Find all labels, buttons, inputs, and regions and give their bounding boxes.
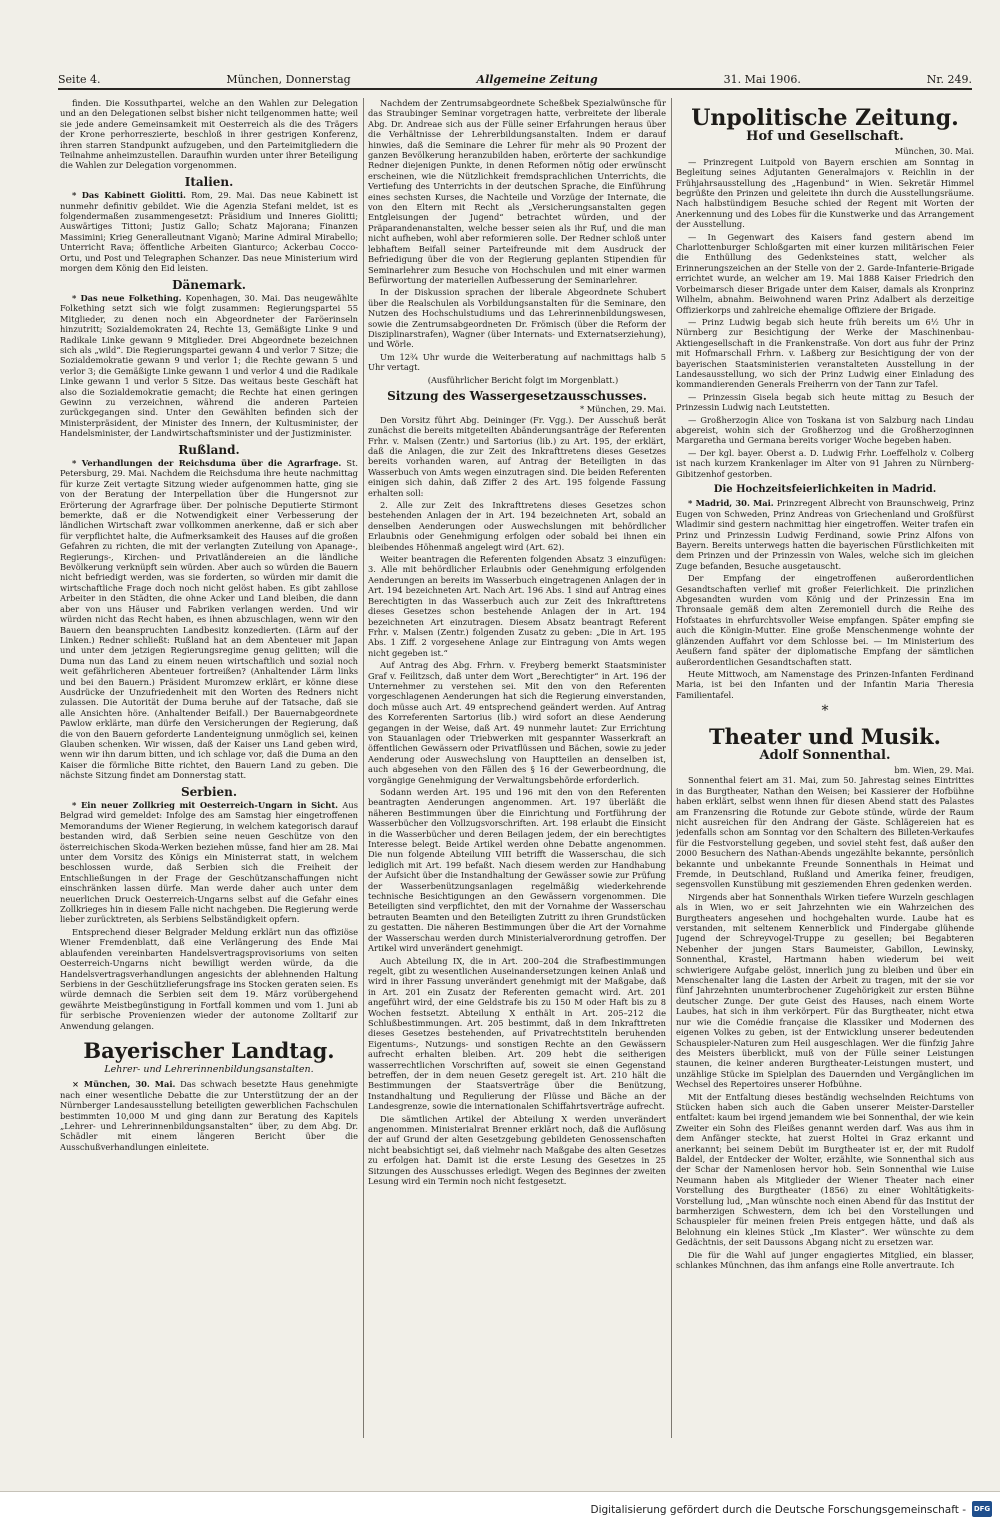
hof-item-2: — In Gegenwart des Kaisers fand gestern abend im Charlottenburger Schloßgarten mit einer kurzen militärischen Feier die Enthüllung des Gedenksteines statt, welcher als Erinnerungszeichen an der Stelle von der 2. Garde-Infanterie-Brigade errichtet wurde, an welcher am 19. Mai 1888 Kaiser Friedrich den Vorbeimarsch dieser Brigade unter dem Kaiser, damals als Kronprinz Wilhelm, abnahm. Beiwohnend waren Prinz Adalbert als derzeitige Offizierkorps und zahlreiche ehemalige Offiziere der Brigade. (676, 231, 974, 315)
section-title-daenemark: Dänemark. (172, 277, 246, 292)
hof-item-5: — Großherzogin Alice von Toskana ist von Salzburg nach Lindau abgereist, wohin sich der Großherzog und die Großherzoginnen Margaretha und Germana bereits voriger Woche begeben haben. (676, 414, 974, 446)
header-rule (58, 88, 972, 90)
sitzung-text-2: 2. Alle zur Zeit des Inkrafttretens dieses Gesetzes schon bestehenden Anlagen der in Art. 194 bezeichneten Art, sobald an denselben Aenderungen oder Auswechslungen mit behördlicher Erlaubnis oder Genehmigung erfolgen oder sobald bei ihnen ein bleibendes Höhenmaß angelegt wird (Art. 62). (368, 500, 666, 552)
column-divider (671, 98, 672, 1438)
section-title-unpolitische: Unpolitische Zeitung. (691, 105, 959, 131)
sitzung-text-1: Den Vorsitz führt Abg. Deininger (Fr. Vgg.). Der Ausschuß berät zunächst die bereits mitgeteilten Abänderungsanträge der Referenten Frhr. v. Malsen (Zentr.) und Sartorius (lib.) zu Art. 195, der erklärt, daß die Anlagen, die zur Zeit des Inkrafttretens dieses Gesetzes bereits vorhanden waren, auf Antrag der Beteiligten in das Wasserbuch von Amts wegen einzutragen sind. Die beiden Referenten einigen sich dahin, daß Ziffer 2 des Art. 195 folgende Fassung erhalten soll: (368, 414, 666, 498)
issue-date: 31. Mai 1906. (723, 73, 801, 86)
footer-bar (0, 1491, 1000, 1526)
section-separator: * (821, 703, 829, 720)
lead-daenemark: * Das neue Folkething. (72, 292, 182, 303)
subtitle-landtag: Lehrer- und Lehrerinnenbildungsanstalten. (104, 1063, 314, 1075)
section-title-theater: Theater und Musik. (708, 723, 941, 749)
article-daenemark (60, 293, 358, 439)
article-hochzeit-3: Heute Mittwoch, am Namenstage des Prinzen-Infanten Ferdinand Maria, ist bei den Infanten und der Infantin Maria Theresia Familientafel. (676, 668, 974, 700)
article-hochzeit (676, 498, 974, 571)
page-header (58, 70, 972, 86)
text-hochzeit: Prinzregent Albrecht von Braunschweig, Prinz Eugen von Schweden, Prinz Andreas von Griechenland und Großfürst Wladimir sind gestern nachmittag hier eingetroffen. Weiter trafen ein Prinz und Prinzessin Ludwig Ferdinand, sowie Prinz Alfons von Bayern. Bereits unterwegs hatten die bayerischen Fürstlichkeiten mit dem Prinzen und der Prinzessin von Wales, welche sich im gleichen Zuge befanden, Besuche ausgetauscht. (676, 498, 974, 571)
text-italien: Rom, 29. Mai. Das neue Kabinett ist nunmehr definitiv gebildet. Wie die Agenzia Stefani meldet, ist es folgendermaßen zusammengesetzt: Präsidium und Inneres Giolitti; Auswärtiges Tittoni; Justiz Gallo; Schatz Majorana; Finanzen Massimini; Krieg Generalleutnant Viganò; Marine Admiral Mirabello; Unterricht Rava; öffentliche Arbeiten Gianturco; Ackerbau Cocco-Ortu, und Post und Telegraphen Schanzer. Das neue Ministerium wird morgen dem König den Eid leisten. (60, 190, 358, 274)
sonnenthal-text-3: Mit der Entfaltung dieses beständig wechselnden Reichtums von Stücken haben sich auch die Gaben unserer Meister-Darsteller entfaltet: kaum bei irgend jemandem wie bei Sonnenthal, der wie kein Zweiter ein Sohn des Fleißes genannt werden darf. Was aus ihm in dem Anfänger steckte, hat zuerst Holtei in Graz erkannt und anerkannt; bei seinem Debüt im Burgtheater ist er, der mit Rudolf Baldel, der Entdecker der Wolter, erzählte, wie Sonnenthal sich aus der Schar der Namenlosen hervor hob. Sein Sonnenthal wie Luise Neumann haben als Mitglieder der Wiener Theater nach einer Vorstellung des Burgtheater (1856) zu einer Wohltätigkeits-Vorstellung lud, „Man wünschte noch einen Abend für das Institut der barmherzigen Schwestern, dem ich bei den Vorstellungen und Schauspieler für meinen freien Preis entgegen hätte, und daß als Belohnung ein kleines Stück „Im Klaster“. Wer wünschte zu dem Gedächtnis, der seit Daussons Abgang nicht zu ersetzen war. (676, 1091, 974, 1248)
subtitle-sonnenthal: Adolf Sonnenthal. (759, 747, 891, 763)
text-russland: St. Petersburg, 29. Mai. Nachdem die Reichsduma ihre heute nachmittag für kurze Zeit vertagte Sitzung wieder aufgenommen hatte, ging sie von der Beratung der Interpellation über die Hungersnot zur Erörterung der Agrarfrage über. Der polnische Deputierte Stirmont bemerkte, daß er die Notwendigkeit einer Verbesserung der ländlichen Wirtschaft zwar vollkommen anerkenne, daß er sich aber für verpflichtet halte, die Aufmerksamkeit des Hauses auf die großen Gefahren zu richten, die mit der verlangten Zuteilung von Apanage-, Regierungs-, Kirchen- und Privatländereien an die ländliche Bevölkerung verknüpft sein würden. Aber auch so würden die Bauern nicht befriedigt werden, was sie forderten, so würden mir damit die wirtschaftliche Frage doch noch nicht gelöst haben. Es gibt zahllose Arbeiter in den Städten, die ohne Acker und Land bleiben, die dann aber von uns Häuser und Fabriken verlangen werden. Und wir würden nicht das Recht haben, es ihnen abzuschlagen, wenn wir den Bauern den beanspruchten Landbesitz konzedierten. (Lärm auf der Linken.) Redner schließt: Rußland hat an dem Abenteuer mit Japan und unter dem jetzigen Regierungsregime genug gelitten; will die Duma nun das Land zu einem neuen wirtschaftlich und sozial noch weit gefährlicheren Abenteuer fortreißen? (Anhaltender Lärm links und bei den Bauern.) Präsident Muromzew erklärt, er könne diese Ausdrücke der Unzufriedenheit mit den Worten des Redners nicht zulassen. Die Autorität der Duma beruhe auf der Tatsache, daß sie alle Ansichten höre. (Anhaltender Beifall.) Der Bauernabgeordnete Pawlow erklärte, man dürfe den Versicherungen der Regierung, daß die von den Bauern geforderte Landenteignung unmöglich sei, keinen Glauben schenken. Wir wissen, daß der Kaiser uns Land geben wird, wenn wir ihn darum bitten, und ich schlage vor, daß die Duma an den Kaiser die förmliche Bitte richtet, den Bauern Land zu geben. Die nächste Sitzung findet am Donnerstag statt. (60, 458, 358, 781)
place-date: München, Donnerstag (226, 73, 351, 86)
sonnenthal-text-1: Sonnenthal feiert am 31. Mai, zum 50. Jahrestag seines Eintrittes in das Burgtheater, Nathan den Weisen; bei Kassierer der Hofbühne haben erklärt, selbst wenn ihnen für diesen Abend statt des Palastes am Franzensring die Rotunde zur Gebote stünde, würde der Raum nicht ausreichen für den Andrang der Gäste. Schlägereien hat es jedenfalls schon am Sonntag vor den Schaltern des Billeten-Verkaufes für die Festvorstellung gegeben, und soviel steht fest, daß außer den 2000 Besuchern des Nathan-Abends ungezählte bekannte, persönlich bekannte und unbekannte Freunde Sonnenthals in Heimat und Fremde, in Deutschland, Rußland und Amerika feiner, freudigen, segensvollen Kunstübung mit gesziemenden Ehren gedenken werden. (676, 775, 974, 890)
section-title-italien: Italien. (184, 174, 234, 189)
article-serbien-2: Entsprechend dieser Belgrader Meldung erklärt nun das offiziöse Wiener Fremdenblatt, daß eine Verlängerung des Ende Mai ablaufenden vereinbarten Handelsvertragsprovisoriums von seiten Oesterreich-Ungarns nicht bewilligt werden würde, da die Handelsvertragsverhandlungen angesichts der ablehnenden Haltung Serbiens in der Geschützlieferungsfrage ins Stocken geraten seien. Es würde demnach die Serbien seit dem 19. März vorübergehend gewährte Meistbegünstigung in Fortfall kommen und vom 1. Juni ab für serbische Provenienzen wieder der autonome Zolltarif zur Anwendung gelangen. (60, 926, 358, 1031)
lead-russland: * Verhandlungen der Reichsduma über die Agrarfrage. (72, 458, 342, 468)
landtag-continued-2: In der Diskussion sprachen der liberale Abgeordnete Schubert über die Realschulen als Vorbildungsanstalten für die Seminare, den Nutzen des Hochschulstudiums und das Lehrerinnenbildungswesen, sowie die Zentrumsabgeordneten Dr. Frömisch (über die Reform der Disziplinarstrafen), Wagner (über Internats- und Externatserziehung), und Wörle. (368, 287, 666, 350)
hof-item-3: — Prinz Ludwig begab sich heute früh bereits um 6½ Uhr in Nürnberg zur Besichtigung der Werke der Maschinenbau-Aktiengesellschaft in die Frankenstraße. Von dort aus fuhr der Prinz mit Hofmarschall Frhrn. v. Laßberg zur Besichtigung der von der bayerischen Staatsministerien veranstalteten Ausstellung in der Landesausstellung, wo sich der Prinz Ludwig einer Einladung des kommandierenden Generals Freiherrn von der Tann zur Tafel. (676, 316, 974, 390)
landtag-continued-1: Nachdem der Zentrumsabgeordnete Scheßbek Spezialwünsche für das Straubinger Seminar vorgetragen hatte, verbreitete der liberale Abg. Dr. Andreae sich aus der Fülle seiner Erfahrungen heraus über die Verhältnisse der Lehrerbildungsanstalten. Indem er darauf hinwies, daß die Seminare die Lehrer für mehr als 90 Prozent der ganzen Bevölkerung heranzubilden haben, erörterte der sachkundige Redner diejenigen Punkte, in denen Reformen nötig oder erwünscht erscheinen, wie die Nützlichkeit fremdsprachlichen Unterrichts, die Vertiefung des Unterrichts in der deutschen Sprache, die Einführung eines sechsten Kurses, die Nachteile und Vorzüge der Internate, die von den Eltern mit Recht als „Versicherungsanstalten gegen Entgleisungen der Jugend“ betrachtet würden, und der Präparandenanstalten, welche besser seien als ihr Ruf, und die man nicht aufheben, wohl aber reformieren solle. Der Redner schloß unter lebhaftem Beifall seiner Parteifreunde mit dem Ausdruck der Befriedigung über die von der Regierung geplanten Stipendien für Seminarlehrer zum Besuche von Hochschulen und mit einer warmen Befürwortung der materiellen Aufbesserung der Seminarlehrer. (368, 98, 666, 285)
sonnenthal-text-2: Nirgends aber hat Sonnenthals Wirken tiefere Wurzeln geschlagen als in Wien, wo er seit Jahrzehnten wie ein Wahrzeichen des Burgtheaters angesehen und hochgehalten wurde. Laube hat es verstanden, mit seltenem Kennerblick und Findergabe glühende Jugend der Schreyvogel-Truppe zu gesellen; bei Begabteren Nebenher der jungen Stars Baumeister, Gabillon, Lewinsky, Sonnenthal, Krastel, Hartmann haben wiederum bei weit schwierigere Aufgabe gelöst, innerlich jung zu bleiben und über ein Menschenalter lang die Lasten der Arbeit zu tragen, mit der sie vor fünf Jahrzehnten unumterbrochener Zugehörigkeit zur ersten Bühne deutscher Zunge. Der gute Geist des Hauses, nach einem Worte Laubes, hat sich in ihm verkörpert. Für das Burgtheater, nicht etwa nur wie die Comédie française die Klassiker und Modernen des eigenen Volkes zu geben, ist der Entwicklung unserer bedeutenden Schauspieler-Naturen zum Heil ausgeschlagen. Wer die fünfzig Jahre des Meisters überblickt, muß von der Fülle seiner Leistungen staunen, die keiner anderen Burgtheater-Leistungen mustert, und unzählige Stücke im Spielplan des Dauernden und Vergänglichen im Wechsel des Repertoires unserer Hofbühne. (676, 891, 974, 1090)
lead-serbien: * Ein neuer Zollkrieg mit Oesterreich-Ungarn in Sicht. (72, 800, 339, 810)
sitzung-text-6: Auch Abteilung IX, die in Art. 200–204 die Strafbestimmungen regelt, gibt zu wesentlichen Auseinandersetzungen keinen Anlaß und wird in ihrer Fassung unverändert genehmigt mit der Maßgabe, daß in Art. 201 ein Zusatz der Referenten gemacht wird. Art. 201 angeführt wird, der eine Geldstrafe bis zu 150 M oder Haft bis zu 8 Wochen festsetzt. Abteilung X enthält in Art. 205–212 die Schlußbestimmungen. Art. 205 bestimmt, daß in dem Inkrafttreten dieses Gesetzes bestehenden, auf Privatrechtstiteln beruhenden Eigentums-, Nutzungs- und sonstigen Rechte an den Gewässern aufrecht erhalten bleiben. Art. 209 hebt die seitherigen wasserrechtlichen Vorschriften auf, soweit sie einen Gegenstand betreffen, der in dem neuen Gesetz geregelt ist. Art. 210 hält die Bestimmungen der Staatsverträge über die Benützung, Instandhaltung und Regulierung der Flüsse und Bäche an der Landesgrenze, sowie die internationalen Schiffahrtsverträge aufrecht. (368, 955, 666, 1112)
text-serbien: Aus Belgrad wird gemeldet: Infolge des am Samstag hier eingetroffenen Memorandums der Wiener Regierung, in welchem kategorisch darauf bestanden wird, daß Serbien seine neuen Geschütze von den österreichischen Skoda-Werken beziehen müsse, fand hier am 28. Mai unter dem Vorsitz des Königs ein Ministerrat statt, in welchem beschlossen wurde, daß Serbien sich die Freiheit der Entschließungen in der Frage der Geschützanschaffungen nicht einschränken lassen dürfe. Man werde daher auch unter dem neuerlichen Druck Oesterreich-Ungarns selbst auf die Gefahr eines Zollkrieges hin in diesem Falle nicht nachgeben. Die Regierung werde lieber zurücktreten, als Serbiens Selbständigkeit opfern. (60, 800, 358, 925)
landtag-note: (Ausführlicher Bericht folgt im Morgenblatt.) (427, 374, 619, 385)
dfg-logo-icon: DFG (972, 1501, 992, 1517)
text-daenemark: Kopenhagen, 30. Mai. Das neugewählte Folkething setzt sich wie folgt zusammen: Regierungspartei 55 Mitglieder, zu denen noch ein Abgeordneter der Faröerinseln hinzutritt; Sozialdemokraten 24, Rechte 13, Gemäßigte Linke 9 und Radikale Linke gewann 9 Mitglieder. Drei Abgeordnete bezeichnen sich als „wild“. Die Regierungspartei gewann 4 und verlor 7 Sitze; die Sozialdemokratie gewann 9 und verlor 1; die Rechte gewann 5 und verlor 3; die Gemäßigte Linke gewann 1 und verlor 4 und die Radikale Linke gewann 1 und verlor 5 Sitze. Das weitaus beste Geschäft hat also die Sozialdemokratie gemacht; die Rechte hat einen geringen Gewinn zu verzeichnen, während die anderen Parteien zurückgegangen sind. Unter den Gewählten befinden sich der Ministerpräsident, der Minister des Innern, der Kultusminister, der Handelsminister, der Landwirtschaftsminister und der Justizminister. (60, 292, 358, 439)
sitzung-text-5: Sodann werden Art. 195 und 196 mit den von den Referenten beantragten Aenderungen angenommen. Art. 197 überläßt die näheren Bestimmungen über die Einrichtung und Fortführung der Wasserbücher den Vollzugsvorschriften. Art. 198 erlaubt die Einsicht in die Wasserbücher und deren Beilagen jedem, der ein berechtigtes Interesse belegt. Beide Artikel werden ohne Debatte angenommen. Die nun folgende Abteilung VIII betrifft die Wasserschau, die sich lediglich mit Art. 199 befaßt. Nach diesem werden zur Handhabung der Aufsicht über die Instandhaltung der Gewässer sowie zur Prüfung der Wasserbenützungsanlagen regelmäßig wiederkehrende technische Besichtigungen an den Gewässern vorgenommen. Die Beteiligten sind verpflichtet, den mit der Vornahme der Wasserschau betrauten Beamten und den Beteiligten Zutritt zu ihren Grundstücken zu gestatten. Die näheren Bestimmungen über die Art der Vornahme der Wasserschau werden durch Ministerialverordnung getroffen. Der Artikel wird unverändert genehmigt. (368, 787, 666, 954)
hof-item-6: — Der kgl. bayer. Oberst a. D. Ludwig Frhr. Loeffelholz v. Colberg ist nach kurzem Krankenlager im Alter von 91 Jahren zu Nürnberg-Gibitzenhof gestorben. (676, 447, 974, 479)
lead-landtag: × München, 30. Mai. (72, 1079, 176, 1090)
section-title-landtag: Bayerischer Landtag. (83, 1037, 335, 1063)
section-title-hochzeit: Die Hochzeitsfeierlichkeiten in Madrid. (713, 484, 937, 495)
digitization-credit: Digitalisierung gefördert durch die Deutsche Forschungsgemeinschaft - (590, 1504, 966, 1516)
article-hochzeit-2: Der Empfang der eingetroffenen außerordentlichen Gesandtschaften verlief mit großer Feierlichkeit. Die prinzlichen Abgesandten wurden vom König und der Prinzessin Ena im Thronsaale gemäß dem alten Zeremoniell durch die Reihe des Hofstaates in ehrfurchtsvoller Weise empfangen. Später empfing sie auch die Königin-Mutter. Eine große Menschenmenge wohnte der glänzenden Auffahrt vor dem Schlosse bei. — Im Ministerium des Aeußern fand später der diplomatische Empfang der sämtlichen außerordentlichen Gesandtschaften statt. (676, 573, 974, 667)
sitzung-text-4: Auf Antrag des Abg. Frhrn. v. Freyberg bemerkt Staatsminister Graf v. Feilitzsch, daß unter dem Wort „Berechtigter“ in Art. 196 der Unternehmer zu verstehen sei. Mit den von den Referenten vorgeschlagenen Aenderungen hat sich die Regierung einverstanden, doch müsse auch Art. 49 entsprechend geändert werden. Auf Antrag des Korreferenten Sartorius (lib.) wird sofort an diese Aenderung gegangen in der Weise, daß Art. 49 nunmehr lautet: Zur Errichtung von Stauanlagen oder Triebwerken mit gespannter Wasserkraft an öffentlichen Gewässern oder Privatflüssen und Bächen, sowie zu jeder Aenderung oder Auswechslung von Hauptteilen an denselben ist, auch abgesehen von den Fällen des § 16 der Gewerbeordnung, die vorgängige Genehmigung der Verwaltungsbehörde erforderlich. (368, 660, 666, 785)
subtitle-hof: Hof und Gesellschaft. (746, 129, 904, 144)
hof-item-1: — Prinzregent Luitpold von Bayern erschien am Sonntag in Begleitung seines Adjutanten Generalmajors v. Reichlin in der Frühjahrsausstellung des „Hagenbund“ in Wien. Sekretär Himmel begrüßte den Prinzen und geleitete ihn durch die Ausstellungsräume. Nach halbstündigem Besuche schied der Regent mit Worten der Anerkennung und des Lobes für die Kunstwerke und das Arrangement der Ausstellung. (676, 156, 974, 230)
article-landtag (60, 1079, 358, 1152)
section-title-russland: Rußland. (178, 442, 240, 457)
landtag-continued-3: Um 12¾ Uhr wurde die Weiterberatung auf nachmittags halb 5 Uhr vertagt. (368, 351, 666, 373)
sonnenthal-text-4: Die für die Wahl auf junger engagiertes Mitglied, ein blasser, schlankes Münchnen, das ihm anfangs eine Rolle anvertraute. Ich (676, 1249, 974, 1271)
column-divider (363, 98, 364, 1438)
article-serbien (60, 800, 358, 925)
issue-number: Nr. 249. (926, 73, 972, 86)
sitzung-text-7: Die sämtlichen Artikel der Abteilung X werden unverändert angenommen. Ministerialrat Brenner erklärt noch, daß die Auflösung der auf Grund der alten Gesetzgebung gebildeten Genossenschaften nicht beabsichtigt sei, daß vielmehr nach Maßgabe des alten Gesetzes zu erfolgen hat. Damit ist die erste Lesung des Gesetzes in 25 Sitzungen des Ausschusses erledigt. Wegen des Beginnes der zweiten Lesung wird ein Termin noch nicht festgesetzt. (368, 1113, 666, 1187)
column-1 (60, 98, 358, 1438)
sitzung-text-3: Weiter beantragen die Referenten folgenden Absatz 3 einzufügen: 3. Alle mit behördlicher Erlaubnis oder Genehmigung erfolgenden Aenderungen an bereits im Wasserbuch eingetragenen Anlagen der in Art. 194 bezeichneten Art. Nach Art. 196 Abs. 1 sind auf Antrag eines Berechtigten in das Wasserbuch auch zur Zeit des Inkrafttretens dieses Gesetzes schon bestehende Anlagen der in Art. 194 bezeichneten Art einzutragen. Diesem Absatz beantragt Referent Frhr. v. Malsen (Zentr.) folgenden Zusatz zu geben: „Die in Art. 195 Abs. 1 Ziff. 2 vorgesehene Anlage zur Eintragung von Amts wegen nicht gegeben ist.“ (368, 554, 666, 658)
intro-paragraph: finden. Die Kossuthpartei, welche an den Wahlen zur Delegation und an den Delegationen selbst bisher nicht teilgenommen hatte; weil sie jede andere Gemeinsamkeit mit Oesterreich als die des Trägers der Krone perhorreszierte, beschloß in ihrer gestrigen Konferenz, ihren starren Standpunkt aufzugeben, und den Parteimitgliedern die Teilnahme anheimzustellen. Daraufhin wurden unter ihrer Beteiligung die Wahlen zur Delegation vorgenommen. (60, 98, 358, 171)
page-number: Seite 4. (58, 73, 101, 86)
lead-italien: * Das Kabinett Giolitti. (72, 190, 186, 201)
article-italien (60, 190, 358, 273)
hof-item-4: — Prinzessin Gisela begab sich heute mittag zu Besuch der Prinzessin Ludwig nach Leutstetten. (676, 391, 974, 413)
dateline-sonnenthal: bm. Wien, 29. Mai. (894, 764, 974, 775)
column-2 (368, 98, 666, 1438)
dateline-sitzung: * München, 29. Mai. (579, 404, 666, 415)
column-3 (676, 98, 974, 1438)
section-title-sitzung: Sitzung des Wassergesetzausschusses. (387, 388, 647, 403)
section-title-serbien: Serbien. (180, 784, 238, 799)
lead-hochzeit: * Madrid, 30. Mai. (688, 498, 774, 509)
masthead: Allgemeine Zeitung (476, 73, 598, 86)
article-russland (60, 458, 358, 781)
text-landtag: Das schwach besetzte Haus genehmigte nach einer wesentliche Debatte die zur Unterstützung der an der Nürnberger Landesausstellung beteiligten gewerblichen Fachschulen bestimmten 10,000 M und ging dann zur Beratung des Kapitels „Lehrer- und Lehrerinnenbildungsanstalten“ über, zu dem Abg. Dr. Schädler mit einem längeren Bericht über die Ausschußverhandlungen einleitete. (60, 1079, 358, 1152)
dateline-hof: München, 30. Mai. (894, 146, 974, 157)
